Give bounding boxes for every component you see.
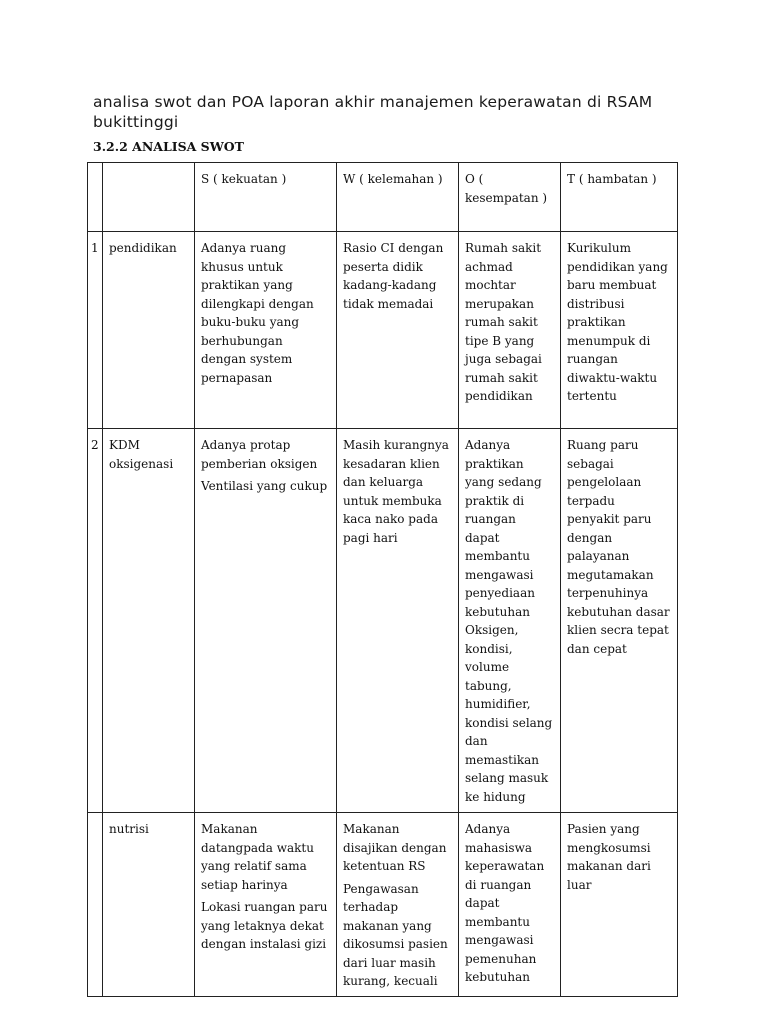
strength-text: Adanya protap pemberian oksigen: [201, 438, 318, 471]
strength-cell: [195, 429, 337, 813]
strength-text: Adanya ruang khusus untuk praktikan yang dilengkapi dengan buku-buku yang berhubungan dengan system pernapasan: [201, 241, 314, 385]
opportunity-cell: [459, 429, 561, 813]
row-number: 2: [88, 429, 103, 813]
header-weaknesses: W ( kelemahan ): [337, 163, 459, 232]
threat-text: Ruang paru sebagai pengelolaan terpadu penyakit paru dengan palayanan megutamakan terpenuhinya kebutuhan dasar klien secra tepat dan cepat: [567, 438, 670, 656]
threat-text: Pasien yang mengkosumsi makanan dari luar: [567, 822, 651, 892]
weakness-text: Masih kurangnya kesadaran klien dan keluarga untuk membuka kaca nako pada pagi hari: [343, 438, 449, 545]
opportunity-cell: [459, 232, 561, 429]
header-threats: T ( hambatan ): [561, 163, 678, 232]
strength-text: Makanan datangpada waktu yang relatif sama setiap harinya: [201, 822, 314, 892]
weakness-text: Makanan disajikan dengan ketentuan RS: [343, 822, 447, 873]
table-row: [88, 232, 678, 429]
strength-text: Lokasi ruangan paru yang letaknya dekat dengan instalasi gizi: [201, 900, 328, 951]
weakness-cell: [337, 429, 459, 813]
row-category: nutrisi: [103, 813, 195, 997]
swot-table: [87, 162, 678, 997]
row-category: pendidikan: [103, 232, 195, 429]
table-row: [88, 429, 678, 813]
strength-cell: [195, 232, 337, 429]
header-num-cell: [88, 163, 103, 232]
weakness-cell: [337, 232, 459, 429]
weakness-text: Rasio CI dengan peserta didik kadang-kadang tidak memadai: [343, 241, 444, 311]
row-number: [88, 813, 103, 997]
opportunity-text: Adanya mahasiswa keperawatan di ruangan dapat membantu mengawasi pemenuhan kebutuhan: [465, 822, 545, 984]
header-opportunities: O ( kesempatan ): [459, 163, 561, 232]
table-header-row: [88, 163, 678, 232]
row-category: KDM oksigenasi: [103, 429, 195, 813]
strength-cell: [195, 813, 337, 997]
threat-text: Kurikulum pendidikan yang baru membuat distribusi praktikan menumpuk di ruangan diwaktu-waktu tertentu: [567, 241, 668, 403]
header-category-cell: [103, 163, 195, 232]
threat-cell: [561, 429, 678, 813]
opportunity-text: Adanya praktikan yang sedang praktik di ruangan dapat membantu mengawasi penyediaan kebutuhan Oksigen, kondisi, volume tabung, humidifier, kondisi selang dan memastikan selang masuk ke hidung: [465, 438, 553, 804]
header-strengths: S ( kekuatan ): [195, 163, 337, 232]
threat-cell: [561, 232, 678, 429]
threat-cell: [561, 813, 678, 997]
opportunity-cell: [459, 813, 561, 997]
weakness-text: Pengawasan terhadap makanan yang dikosumsi pasien dari luar masih kurang, kecuali: [343, 881, 448, 988]
table-row: [88, 813, 678, 997]
row-number: 1: [88, 232, 103, 429]
section-heading: 3.2.2 ANALISA SWOT: [93, 139, 244, 154]
document-title: analisa swot dan POA laporan akhir manajemen keperawatan di RSAM bukittinggi: [93, 93, 653, 131]
strength-text: Ventilasi yang cukup: [201, 479, 328, 493]
weakness-cell: [337, 813, 459, 997]
opportunity-text: Rumah sakit achmad mochtar merupakan rumah sakit tipe B yang juga sebagai rumah sakit pendidikan: [465, 241, 542, 403]
